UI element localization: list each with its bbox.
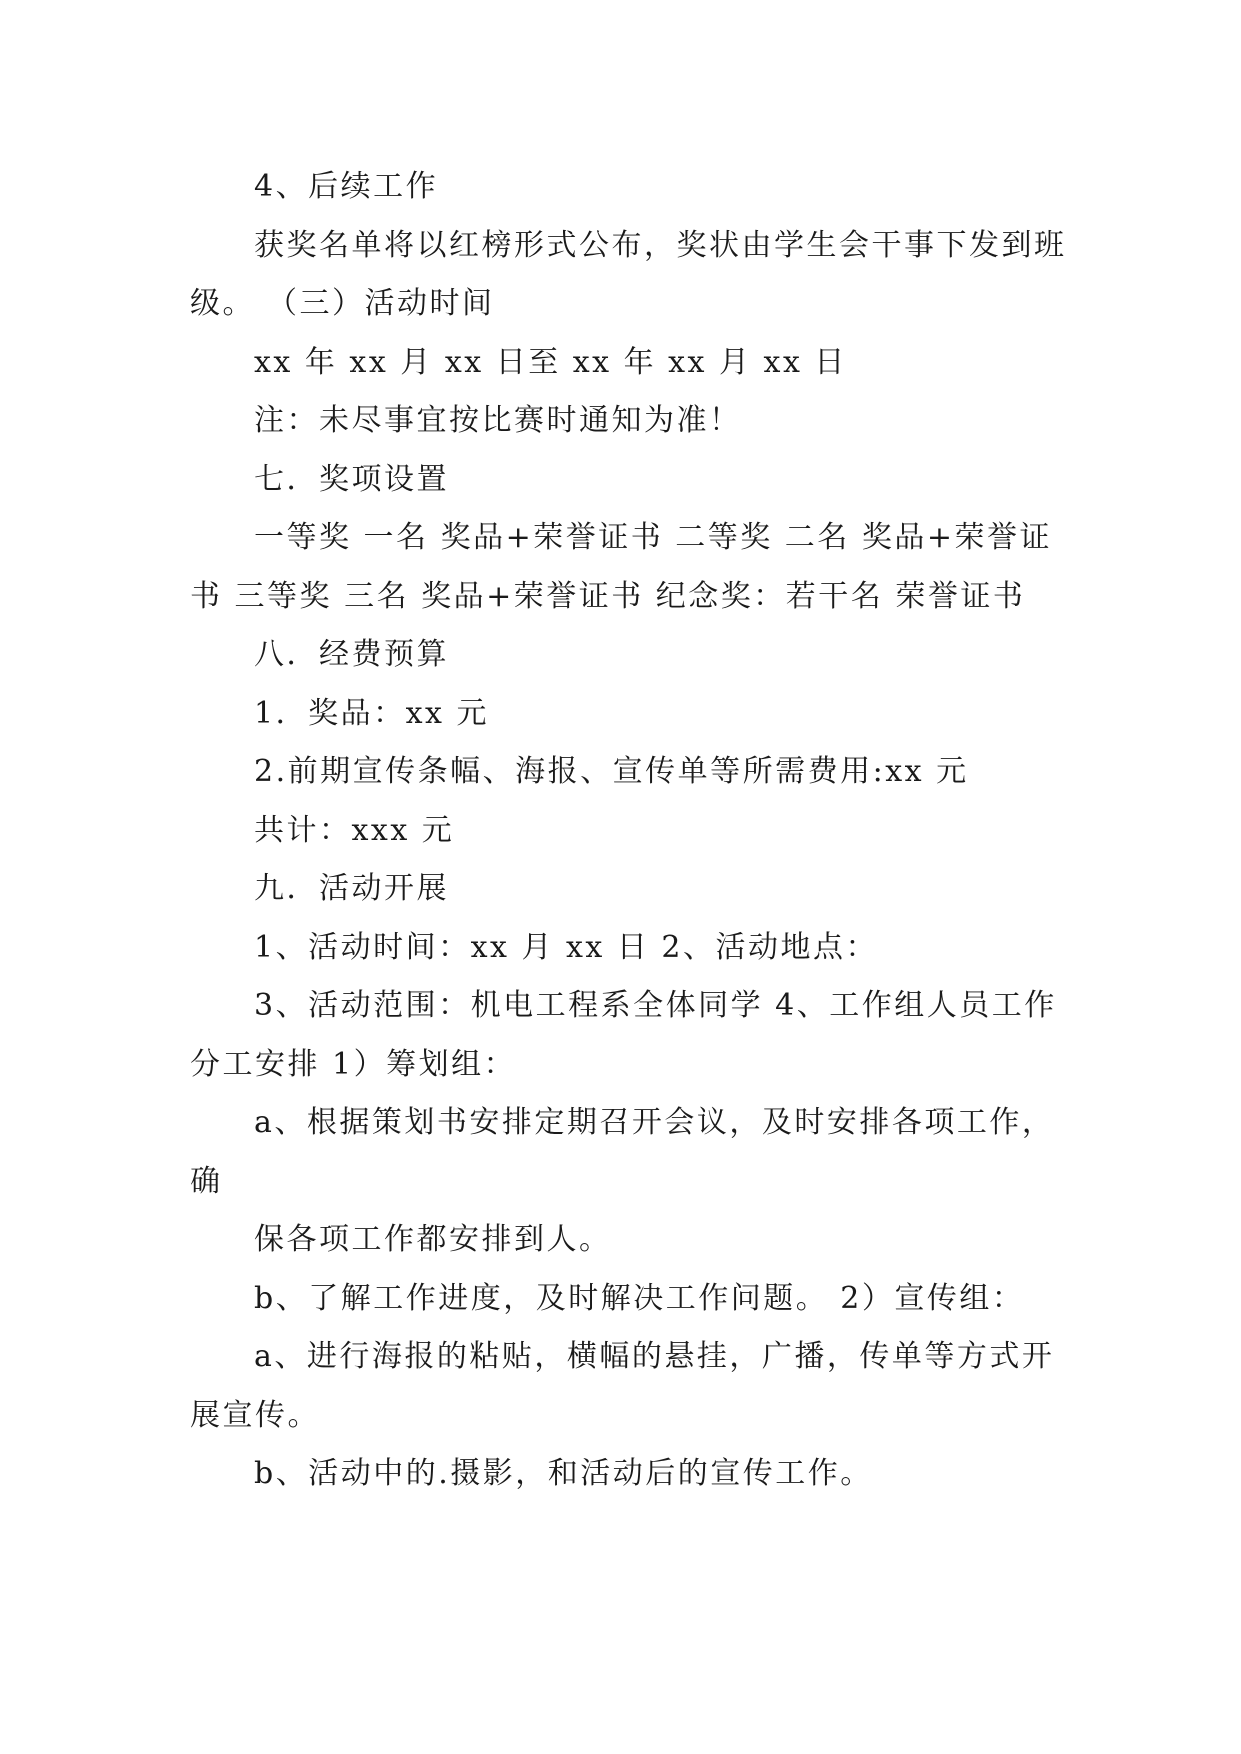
paragraph-publicity-b: b、活动中的.摄影，和活动后的宣传工作。: [254, 1456, 873, 1491]
paragraph-activity-scope: 3、活动范围：机电工程系全体同学 4、工作组人员工作分工安排 1）筹划组：: [190, 988, 1057, 1082]
paragraph-budget-publicity: 2.前期宣传条幅、海报、宣传单等所需费用:xx 元: [254, 754, 969, 789]
paragraph-note: 注：未尽事宜按比赛时通知为准！: [254, 403, 742, 438]
paragraph-award-announcement: 获奖名单将以红榜形式公布，奖状由学生会干事下发到班级。 （三）活动时间: [190, 227, 1067, 321]
paragraph-award-list: 一等奖 一名 奖品+荣誉证书 二等奖 二名 奖品+荣誉证书 三等奖 三名 奖品+荣誉证书 纪念奖：若干名 荣誉证书: [190, 520, 1052, 614]
paragraph-activity-time-place: 1、活动时间：xx 月 xx 日 2、活动地点：: [254, 929, 878, 965]
section-heading-activity: 九．活动开展: [254, 871, 449, 906]
paragraph-planning-a: a、根据策划书安排定期召开会议，及时安排各项工作，确: [190, 1105, 1055, 1199]
section-heading-awards: 七．奖项设置: [254, 461, 449, 497]
paragraph-budget-prizes: 1．奖品：xx 元: [254, 695, 489, 731]
document-body: [190, 158, 1070, 1504]
section-heading-budget: 八．经费预算: [254, 637, 449, 672]
paragraph-publicity-a: a、进行海报的粘贴，横幅的悬挂，广播，传单等方式开展宣传。: [190, 1339, 1055, 1433]
paragraph-budget-total: 共计：xxx 元: [254, 812, 455, 848]
paragraph-planning-b: b、了解工作进度，及时解决工作问题。 2）宣传组：: [254, 1280, 1025, 1316]
paragraph-planning-a-cont: 保各项工作都安排到人。: [254, 1222, 612, 1257]
paragraph-followup-heading: 4、后续工作: [254, 169, 439, 204]
paragraph-activity-dates: xx 年 xx 月 xx 日至 xx 年 xx 月 xx 日: [254, 344, 847, 380]
